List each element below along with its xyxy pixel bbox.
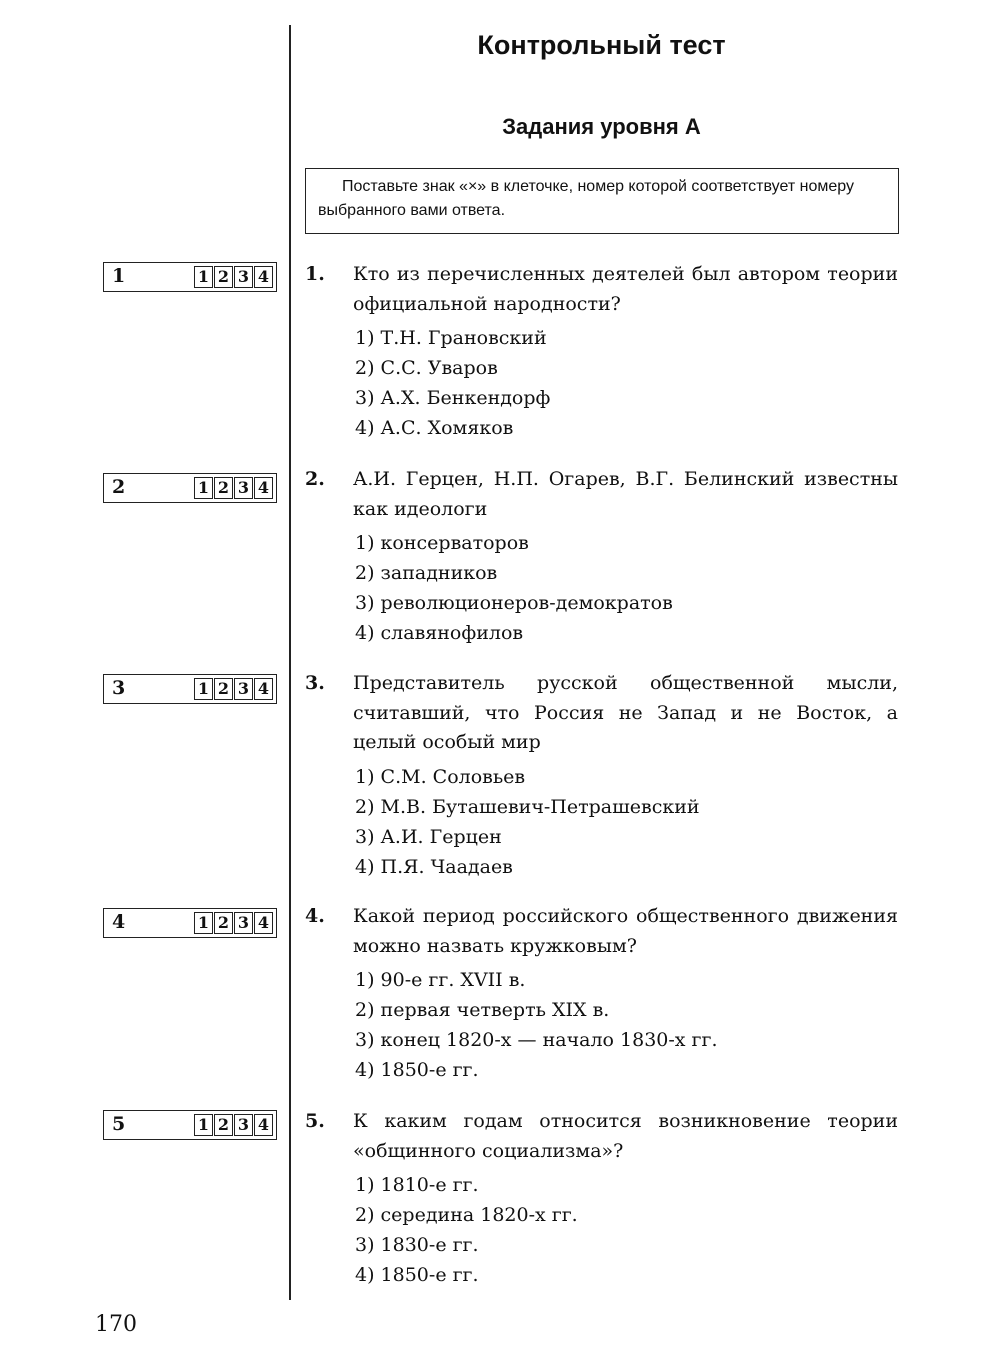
answer-checkbox[interactable]: 4 [254,1114,273,1136]
question-number: 2. [305,468,325,490]
answer-option: 2) М.В. Буташевич-Петрашевский [355,795,700,818]
answer-option: 4) 1850-е гг. [355,1264,479,1286]
answer-box [103,262,277,292]
answer-option: 4) А.С. Хомяков [355,417,514,439]
question-number: 3. [305,672,325,694]
answer-option: 4) 1850-е гг. [355,1059,479,1081]
answer-checkbox[interactable]: 1 [194,477,213,499]
answer-box-number: 2 [112,476,126,498]
answer-checkbox[interactable]: 3 [234,1114,253,1136]
answer-option: 3) конец 1820-х — начало 1830-х гг. [355,1029,718,1051]
question-text: А.И. Герцен, Н.П. Огарев, В.Г. Белинский известны как идеологи [353,468,898,520]
question [305,465,898,648]
page-number: 170 [95,1312,137,1337]
section-subtitle: Задания уровня А [502,114,701,139]
answer-box-number: 5 [112,1113,126,1135]
answer-checkbox[interactable]: 3 [234,266,253,288]
answer-box-number: 4 [112,911,126,933]
margin-divider [289,25,291,1300]
answer-checkbox[interactable]: 1 [194,678,213,700]
answer-option: 4) П.Я. Чаадаев [355,855,513,878]
question [305,1107,898,1290]
answer-box-number: 1 [112,265,126,287]
answer-option: 1) консерваторов [355,532,529,554]
answer-checkbox[interactable]: 2 [214,1114,233,1136]
question-number: 1. [305,263,325,285]
answer-option: 2) середина 1820-х гг. [355,1204,578,1226]
answer-option: 1) Т.Н. Грановский [355,327,547,349]
answer-checkbox[interactable]: 4 [254,678,273,700]
instruction-box: Поставьте знак «×» в клеточке, номер которой соответствует номеру выбранного вами ответа. [305,168,899,234]
answer-checkbox[interactable]: 3 [234,912,253,934]
answer-option: 2) западников [355,562,498,584]
answer-checkbox[interactable]: 2 [214,266,233,288]
question [305,902,898,1085]
question-number: 5. [305,1110,325,1132]
answer-box [103,473,277,503]
answer-checkbox[interactable]: 2 [214,477,233,499]
answer-option: 1) 90-е гг. XVII в. [355,969,526,991]
answer-checkbox[interactable]: 1 [194,912,213,934]
answer-checkbox[interactable]: 4 [254,477,273,499]
answer-box [103,908,277,938]
question-text: Кто из перечисленных деятелей был автором теории официальной народности? [353,263,898,315]
page-title: Контрольный тест [477,30,726,60]
answer-checkbox[interactable]: 3 [234,477,253,499]
answer-option: 3) А.И. Герцен [355,825,502,848]
answer-checkbox[interactable]: 2 [214,678,233,700]
answer-checkbox[interactable]: 4 [254,912,273,934]
answer-option: 3) 1830-е гг. [355,1234,479,1256]
answer-option: 2) С.С. Уваров [355,357,498,379]
answer-checkbox[interactable]: 2 [214,912,233,934]
answer-checkbox[interactable]: 1 [194,266,213,288]
answer-checkbox[interactable]: 3 [234,678,253,700]
answer-box [103,674,277,704]
question [305,260,898,443]
answer-box-number: 3 [112,677,126,699]
question [305,669,898,882]
answer-checkbox[interactable]: 4 [254,266,273,288]
answer-box [103,1110,277,1140]
answer-option: 4) славянофилов [355,622,524,644]
answer-option: 1) С.М. Соловьев [355,765,526,788]
answer-option: 3) А.Х. Бенкендорф [355,387,551,409]
question-text: Представитель русской общественной мысли, считавший, что Россия не Запад и не Восток, а целый особый мир [353,672,898,753]
answer-option: 2) первая четверть XIX в. [355,999,610,1021]
answer-option: 1) 1810-е гг. [355,1174,479,1196]
question-number: 4. [305,905,325,927]
answer-checkbox[interactable]: 1 [194,1114,213,1136]
answer-option: 3) революционеров-демократов [355,592,673,614]
question-text: Какой период российского общественного движения можно назвать кружковым? [353,905,898,957]
question-text: К каким годам относится возникновение теории «общинного социализма»? [353,1110,898,1162]
